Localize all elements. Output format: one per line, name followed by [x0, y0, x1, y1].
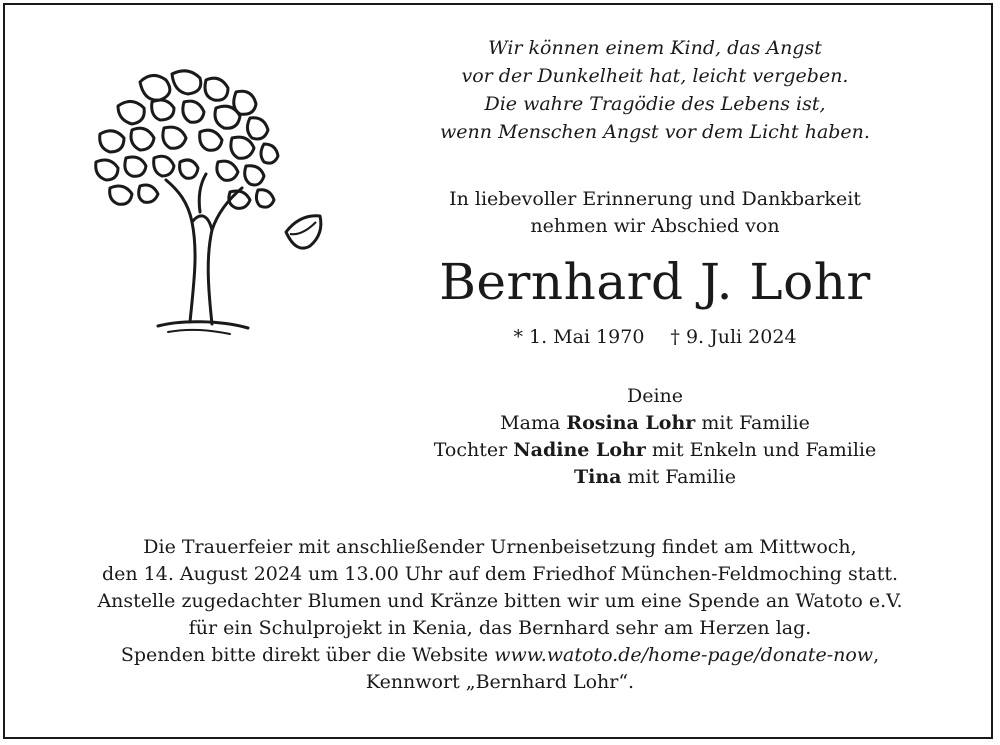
intro-block — [400, 186, 910, 240]
death-date: † 9. Juli 2024 — [670, 326, 797, 348]
quote-line: vor der Dunkelheit hat, leicht vergeben. — [461, 65, 849, 87]
relation-suffix: mit Familie — [695, 412, 810, 434]
notice-line: Anstelle zugedachter Blumen und Kränze bitten wir um eine Spende an Watoto e.V. — [97, 590, 903, 612]
relation-label: Tochter — [433, 439, 514, 461]
relation-label: Mama — [500, 412, 567, 434]
relation-suffix: mit Familie — [621, 466, 736, 488]
quote-line: wenn Menschen Angst vor dem Licht haben. — [440, 121, 870, 143]
family-member-name: Rosina Lohr — [566, 412, 696, 434]
deceased-name: Bernhard J. Lohr — [439, 253, 871, 311]
family-line — [400, 437, 910, 464]
family-line — [400, 410, 910, 437]
notice-line: Kennwort „Bernhard Lohr“. — [365, 671, 635, 693]
family-block — [400, 383, 910, 491]
quote-block — [400, 34, 910, 146]
tree-illustration-icon — [60, 62, 340, 342]
service-notice — [20, 534, 980, 696]
donation-url: www.watoto.de/home-page/donate-now — [494, 644, 874, 666]
notice-line: Die Trauerfeier mit anschließender Urnenbeisetzung findet am Mittwoch, — [143, 536, 857, 558]
family-member-name: Nadine Lohr — [513, 439, 646, 461]
life-dates — [400, 323, 910, 351]
intro-line: In liebevoller Erinnerung und Dankbarkeit — [449, 188, 861, 210]
notice-line — [20, 642, 980, 669]
donation-punct: , — [873, 644, 880, 666]
notice-line: für ein Schulprojekt in Kenia, das Bernhard sehr am Herzen lag. — [188, 617, 812, 639]
intro-line: nehmen wir Abschied von — [530, 215, 780, 237]
donation-text: Spenden bitte direkt über die Website — [120, 644, 495, 666]
notice-line: den 14. August 2024 um 13.00 Uhr auf dem Friedhof München-Feldmoching statt. — [101, 563, 898, 585]
birth-date: * 1. Mai 1970 — [513, 326, 645, 348]
quote-line: Die wahre Tragödie des Lebens ist, — [484, 93, 826, 115]
family-line — [400, 464, 910, 491]
quote-line: Wir können einem Kind, das Angst — [488, 37, 822, 59]
falling-leaf-icon — [286, 216, 321, 248]
family-member-name: Tina — [573, 466, 622, 488]
relation-suffix: mit Enkeln und Familie — [645, 439, 877, 461]
family-salutation: Deine — [626, 385, 684, 407]
